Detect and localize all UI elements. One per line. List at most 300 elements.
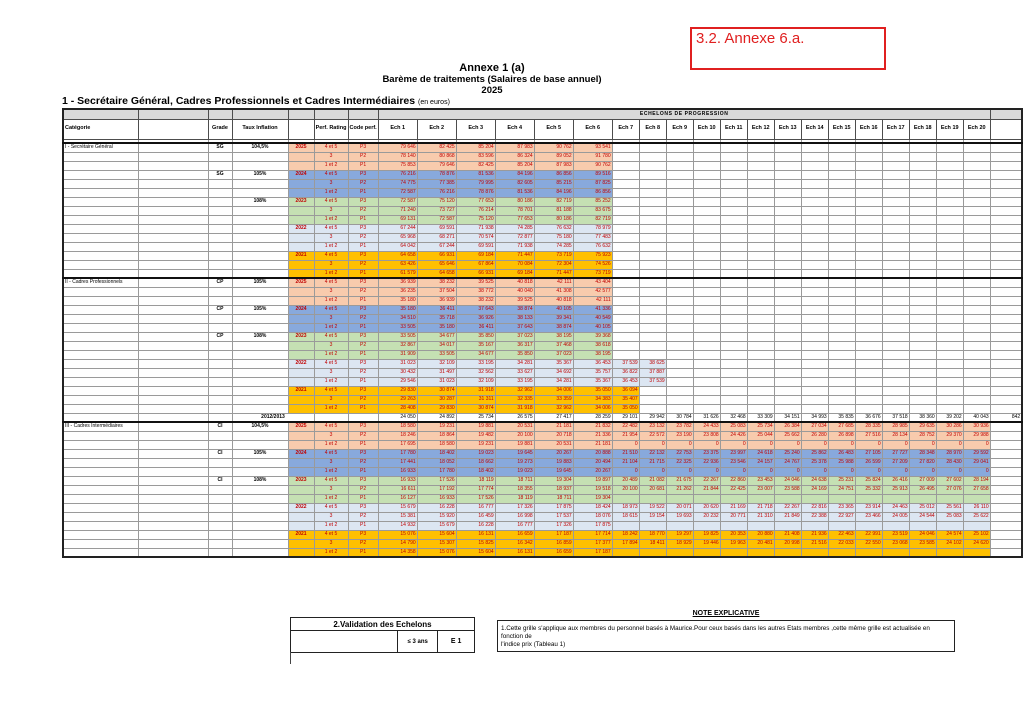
taux-cell: 105% xyxy=(232,449,288,458)
salary-value-cell: 0 xyxy=(693,467,720,476)
salary-value-cell: 18 929 xyxy=(666,539,693,548)
salary-value-cell: 0 xyxy=(639,440,666,449)
salary-value-cell xyxy=(936,188,963,197)
grid-cell xyxy=(208,109,232,119)
salary-value-cell xyxy=(747,188,774,197)
salary-value-cell: 40 818 xyxy=(495,278,534,287)
salary-value-cell: 66 931 xyxy=(417,251,456,260)
salary-value-cell xyxy=(828,350,855,359)
salary-value-cell: 79 995 xyxy=(456,179,495,188)
salary-value-cell: 82 605 xyxy=(495,179,534,188)
perf-rating-cell: 4 et 5 xyxy=(314,449,348,458)
salary-value-cell xyxy=(828,287,855,296)
grade-cell: SG xyxy=(208,143,232,152)
salary-value-cell xyxy=(774,170,801,179)
salary-value-cell: 0 xyxy=(882,467,909,476)
salary-value-cell: 20 494 xyxy=(573,458,612,467)
validation-title: 2.Validation des Echelons xyxy=(291,618,475,631)
salary-value-cell: 0 xyxy=(612,440,639,449)
salary-value-cell: 81 536 xyxy=(495,188,534,197)
salary-value-cell xyxy=(774,296,801,305)
salary-value-cell: 30 432 xyxy=(378,368,417,377)
salary-value-cell: 14 790 xyxy=(378,539,417,548)
salary-value-cell: 0 xyxy=(828,440,855,449)
salary-value-cell xyxy=(828,215,855,224)
salary-value-cell: 18 711 xyxy=(495,476,534,485)
salary-value-cell: 27 009 xyxy=(909,476,936,485)
code-perf-cell: P1 xyxy=(348,296,378,305)
salary-value-cell xyxy=(774,251,801,260)
perf-rating-cell: 1 et 2 xyxy=(314,377,348,386)
salary-value-cell xyxy=(720,170,747,179)
salary-value-cell xyxy=(855,188,882,197)
row-category xyxy=(63,188,138,197)
salary-value-cell xyxy=(882,278,909,287)
salary-value-cell: 19 883 xyxy=(534,458,573,467)
salary-value-cell xyxy=(882,521,909,530)
row-category xyxy=(63,503,138,512)
salary-value-cell xyxy=(909,278,936,287)
grade-cell: CI xyxy=(208,422,232,431)
year-cell: 2023 xyxy=(288,332,314,341)
validation-data-row xyxy=(291,631,475,653)
code-perf-cell: P3 xyxy=(348,530,378,539)
salary-value-cell xyxy=(909,188,936,197)
salary-value-cell xyxy=(882,152,909,161)
salary-value-cell xyxy=(909,197,936,206)
salary-value-cell: 0 xyxy=(909,467,936,476)
grid-cell xyxy=(138,341,208,350)
code-perf-cell: P2 xyxy=(348,287,378,296)
salary-value-cell: 20 267 xyxy=(534,449,573,458)
salary-value-cell xyxy=(936,521,963,530)
salary-value-cell xyxy=(801,242,828,251)
salary-value-cell: 40 818 xyxy=(534,296,573,305)
year-cell xyxy=(288,494,314,503)
salary-value-cell: 37 468 xyxy=(534,341,573,350)
grade-cell xyxy=(208,269,232,278)
grid-cell xyxy=(138,494,208,503)
grid-cell xyxy=(138,386,208,395)
salary-value-cell xyxy=(639,143,666,152)
salary-value-cell: 34 383 xyxy=(573,395,612,404)
salary-value-cell xyxy=(693,215,720,224)
perf-rating-cell: 1 et 2 xyxy=(314,323,348,332)
code-perf-cell: P2 xyxy=(348,485,378,494)
salary-value-cell: 67 244 xyxy=(378,224,417,233)
salary-value-cell xyxy=(855,161,882,170)
grade-cell xyxy=(208,179,232,188)
salary-value-cell: 82 425 xyxy=(456,161,495,170)
salary-value-cell: 22 425 xyxy=(720,485,747,494)
salary-value-cell: 38 874 xyxy=(495,305,534,314)
doc-year: 2025 xyxy=(481,85,503,96)
salary-value-cell xyxy=(936,404,963,413)
taux-cell: 105% xyxy=(232,305,288,314)
salary-value-cell: 22 753 xyxy=(666,449,693,458)
salary-value-cell xyxy=(990,332,1022,341)
salary-value-cell xyxy=(774,179,801,188)
salary-value-cell xyxy=(720,386,747,395)
perf-rating-cell: 1 et 2 xyxy=(314,521,348,530)
salary-value-cell: 25 662 xyxy=(774,431,801,440)
table-row xyxy=(63,494,1022,503)
salary-value-cell: 18 119 xyxy=(495,494,534,503)
salary-value-cell xyxy=(666,305,693,314)
salary-value-cell xyxy=(747,305,774,314)
salary-value-cell xyxy=(828,548,855,557)
salary-value-cell xyxy=(990,323,1022,332)
salary-value-cell xyxy=(747,224,774,233)
salary-value-cell xyxy=(963,287,990,296)
validation-echelon: E 1 xyxy=(438,631,475,653)
grade-cell: CP xyxy=(208,278,232,287)
salary-value-cell: 22 267 xyxy=(693,476,720,485)
taux-cell xyxy=(232,179,288,188)
row-category xyxy=(63,197,138,206)
salary-value-cell: 25 734 xyxy=(747,422,774,431)
salary-value-cell xyxy=(801,215,828,224)
salary-value-cell xyxy=(774,152,801,161)
year-cell: 2023 xyxy=(288,476,314,485)
salary-value-cell: 73 727 xyxy=(417,206,456,215)
salary-value-cell xyxy=(936,377,963,386)
salary-value-cell xyxy=(909,386,936,395)
code-perf-cell: P2 xyxy=(348,368,378,377)
salary-value-cell xyxy=(855,269,882,278)
salary-value-cell: 28 970 xyxy=(936,449,963,458)
salary-value-cell: 39 341 xyxy=(534,314,573,323)
salary-value-cell: 19 304 xyxy=(534,476,573,485)
salary-value-cell: 16 659 xyxy=(495,530,534,539)
salary-value-cell xyxy=(666,197,693,206)
salary-value-cell: 24 618 xyxy=(747,449,774,458)
taux-cell xyxy=(232,350,288,359)
salary-value-cell xyxy=(747,206,774,215)
salary-value-cell xyxy=(909,377,936,386)
salary-value-cell: 32 562 xyxy=(456,368,495,377)
grade-cell xyxy=(208,395,232,404)
salary-value-cell xyxy=(828,197,855,206)
salary-value-cell xyxy=(666,188,693,197)
salary-value-cell: 34 006 xyxy=(573,404,612,413)
salary-value-cell xyxy=(801,296,828,305)
salary-value-cell: 87 983 xyxy=(534,161,573,170)
salary-value-cell xyxy=(639,269,666,278)
year-cell xyxy=(288,269,314,278)
salary-value-cell: 25 824 xyxy=(855,476,882,485)
salary-value-cell: 17 780 xyxy=(417,467,456,476)
salary-value-cell: 26 898 xyxy=(828,431,855,440)
grade-cell: CP xyxy=(208,305,232,314)
salary-value-cell: 63 426 xyxy=(378,260,417,269)
salary-value-cell: 25 734 xyxy=(456,413,495,422)
salary-value-cell xyxy=(828,323,855,332)
table-row xyxy=(63,215,1022,224)
salary-value-cell xyxy=(882,215,909,224)
salary-value-cell xyxy=(612,224,639,233)
salary-value-cell: 28 348 xyxy=(909,449,936,458)
salary-value-cell xyxy=(801,395,828,404)
salary-value-cell xyxy=(612,197,639,206)
salary-value-cell xyxy=(909,242,936,251)
taux-cell xyxy=(232,341,288,350)
row-category xyxy=(63,350,138,359)
salary-value-cell xyxy=(666,224,693,233)
row-category xyxy=(63,548,138,557)
salary-value-cell: 27 209 xyxy=(882,458,909,467)
salary-value-cell xyxy=(855,494,882,503)
salary-value-cell xyxy=(990,386,1022,395)
salary-value-cell: 25 862 xyxy=(801,449,828,458)
salary-value-cell xyxy=(990,548,1022,557)
salary-value-cell xyxy=(963,215,990,224)
salary-value-cell xyxy=(747,377,774,386)
salary-value-cell xyxy=(774,161,801,170)
year-cell xyxy=(288,431,314,440)
salary-value-cell: 86 324 xyxy=(495,152,534,161)
salary-value-cell xyxy=(693,377,720,386)
grid-cell xyxy=(138,269,208,278)
salary-value-cell xyxy=(774,215,801,224)
salary-value-cell: 38 360 xyxy=(909,413,936,422)
salary-value-cell xyxy=(666,278,693,287)
salary-value-cell xyxy=(720,305,747,314)
salary-value-cell xyxy=(963,395,990,404)
salary-value-cell: 64 042 xyxy=(378,242,417,251)
salary-value-cell: 75 120 xyxy=(417,197,456,206)
salary-value-cell: 0 xyxy=(963,440,990,449)
salary-value-cell: 20 267 xyxy=(573,467,612,476)
salary-value-cell xyxy=(828,332,855,341)
salary-value-cell xyxy=(990,377,1022,386)
table-row xyxy=(63,512,1022,521)
salary-value-cell: 33 195 xyxy=(456,359,495,368)
table-row xyxy=(63,287,1022,296)
salary-value-cell: 31 497 xyxy=(417,368,456,377)
grid-cell xyxy=(138,503,208,512)
grid-cell xyxy=(138,179,208,188)
grid-cell xyxy=(138,314,208,323)
salary-value-cell: 37 643 xyxy=(456,305,495,314)
table-row xyxy=(63,350,1022,359)
salary-value-cell: 23 190 xyxy=(666,431,693,440)
code-perf-cell: P2 xyxy=(348,539,378,548)
salary-value-cell xyxy=(801,170,828,179)
grid-cell xyxy=(138,530,208,539)
table-row xyxy=(63,224,1022,233)
code-perf-cell: P3 xyxy=(348,386,378,395)
salary-value-cell: 18 355 xyxy=(495,485,534,494)
salary-value-cell xyxy=(666,152,693,161)
code-perf-cell: P3 xyxy=(348,359,378,368)
salary-value-cell: 78 140 xyxy=(378,152,417,161)
salary-value-cell xyxy=(909,206,936,215)
column-header: Ech 17 xyxy=(882,119,909,139)
salary-value-cell xyxy=(747,395,774,404)
code-perf-cell: P2 xyxy=(348,512,378,521)
salary-value-cell: 28 985 xyxy=(882,422,909,431)
salary-value-cell xyxy=(720,152,747,161)
salary-value-cell: 17 894 xyxy=(612,539,639,548)
taux-cell xyxy=(232,206,288,215)
salary-value-cell: 17 326 xyxy=(534,521,573,530)
salary-value-cell: 25 913 xyxy=(882,485,909,494)
salary-value-cell: 29 830 xyxy=(417,404,456,413)
salary-value-cell xyxy=(882,161,909,170)
salary-value-cell: 21 262 xyxy=(666,485,693,494)
salary-value-cell: 80 186 xyxy=(495,197,534,206)
grade-cell xyxy=(208,161,232,170)
salary-value-cell: 80 868 xyxy=(417,152,456,161)
grid-cell xyxy=(138,521,208,530)
row-category xyxy=(63,260,138,269)
salary-value-cell xyxy=(909,368,936,377)
salary-value-cell: 36 676 xyxy=(855,413,882,422)
salary-value-cell xyxy=(720,341,747,350)
salary-value-cell: 75 853 xyxy=(378,161,417,170)
salary-value-cell xyxy=(855,278,882,287)
salary-value-cell: 35 180 xyxy=(378,296,417,305)
salary-value-cell xyxy=(990,170,1022,179)
grade-cell xyxy=(208,242,232,251)
table-row xyxy=(63,548,1022,557)
salary-value-cell xyxy=(990,458,1022,467)
perf-rating-cell: 3 xyxy=(314,341,348,350)
salary-value-cell xyxy=(828,359,855,368)
salary-value-cell: 24 046 xyxy=(909,530,936,539)
salary-value-cell: 78 701 xyxy=(495,206,534,215)
salary-value-cell xyxy=(909,251,936,260)
salary-value-cell xyxy=(963,269,990,278)
salary-value-cell xyxy=(720,206,747,215)
salary-value-cell xyxy=(720,287,747,296)
year-cell xyxy=(288,233,314,242)
salary-value-cell: 25 083 xyxy=(936,512,963,521)
salary-value-cell xyxy=(936,170,963,179)
grid-cell xyxy=(138,109,208,119)
perf-rating-cell: 4 et 5 xyxy=(314,197,348,206)
salary-value-cell: 24 892 xyxy=(417,413,456,422)
salary-value-cell: 25 044 xyxy=(747,431,774,440)
salary-value-cell: 76 214 xyxy=(456,206,495,215)
salary-value-cell: 37 518 xyxy=(882,413,909,422)
salary-value-cell: 29 370 xyxy=(936,431,963,440)
table-row xyxy=(63,368,1022,377)
salary-value-cell xyxy=(693,386,720,395)
salary-value-cell xyxy=(639,386,666,395)
taux-cell xyxy=(232,467,288,476)
salary-value-cell: 40 105 xyxy=(534,305,573,314)
perf-rating-cell: 3 xyxy=(314,458,348,467)
salary-value-cell xyxy=(720,251,747,260)
salary-value-cell: 21 718 xyxy=(747,503,774,512)
grid-cell xyxy=(990,109,1022,119)
salary-value-cell xyxy=(828,521,855,530)
salary-value-cell xyxy=(882,332,909,341)
salary-value-cell xyxy=(666,287,693,296)
perf-rating-cell: 4 et 5 xyxy=(314,476,348,485)
salary-value-cell: 17 875 xyxy=(573,521,612,530)
taux-cell: 105% xyxy=(232,170,288,179)
salary-value-cell xyxy=(936,179,963,188)
salary-value-cell: 33 195 xyxy=(495,377,534,386)
salary-value-cell: 0 xyxy=(612,467,639,476)
salary-value-cell xyxy=(774,548,801,557)
salary-value-cell xyxy=(747,152,774,161)
row-category xyxy=(63,287,138,296)
grade-cell xyxy=(208,287,232,296)
salary-value-cell: 42 577 xyxy=(573,287,612,296)
year-cell: 2024 xyxy=(288,170,314,179)
salary-value-cell: 21 675 xyxy=(666,476,693,485)
column-header: Taux Inflation xyxy=(232,119,288,139)
salary-value-cell xyxy=(990,404,1022,413)
salary-value-cell xyxy=(612,332,639,341)
row-category xyxy=(63,233,138,242)
salary-value-cell xyxy=(801,233,828,242)
salary-value-cell: 15 381 xyxy=(378,512,417,521)
grade-cell xyxy=(208,485,232,494)
salary-value-cell: 0 xyxy=(963,467,990,476)
salary-value-cell: 76 216 xyxy=(417,188,456,197)
year-cell xyxy=(288,368,314,377)
taux-cell xyxy=(232,359,288,368)
salary-value-cell xyxy=(693,521,720,530)
perf-rating-cell: 4 et 5 xyxy=(314,530,348,539)
code-perf-cell: P1 xyxy=(348,404,378,413)
salary-value-cell: 17 537 xyxy=(534,512,573,521)
salary-value-cell: 74 285 xyxy=(534,242,573,251)
salary-value-cell xyxy=(693,314,720,323)
row-category xyxy=(63,377,138,386)
salary-value-cell xyxy=(936,152,963,161)
salary-value-cell: 35 835 xyxy=(828,413,855,422)
salary-value-cell xyxy=(612,305,639,314)
salary-value-cell: 25 102 xyxy=(963,530,990,539)
salary-value-cell: 34 692 xyxy=(534,368,573,377)
salary-value-cell xyxy=(936,206,963,215)
year-cell: 2025 xyxy=(288,278,314,287)
salary-value-cell: 21 082 xyxy=(639,476,666,485)
salary-value-cell xyxy=(666,386,693,395)
validation-title-row xyxy=(291,618,475,631)
salary-value-cell xyxy=(828,386,855,395)
grade-cell: CP xyxy=(208,332,232,341)
grid-cell xyxy=(138,512,208,521)
salary-value-cell: 34 677 xyxy=(417,332,456,341)
row-category xyxy=(63,512,138,521)
salary-value-cell xyxy=(990,530,1022,539)
salary-value-cell xyxy=(855,152,882,161)
salary-value-cell xyxy=(639,170,666,179)
salary-value-cell: 39 525 xyxy=(456,278,495,287)
perf-rating-cell: 1 et 2 xyxy=(314,242,348,251)
year-cell xyxy=(288,521,314,530)
salary-value-cell xyxy=(909,332,936,341)
code-perf-cell: P3 xyxy=(348,197,378,206)
code-perf-cell: P1 xyxy=(348,548,378,557)
table-row xyxy=(63,413,1022,422)
grade-cell xyxy=(208,458,232,467)
salary-value-cell: 27 685 xyxy=(828,422,855,431)
salary-value-cell: 24 169 xyxy=(801,485,828,494)
grid-cell xyxy=(138,242,208,251)
salary-value-cell: 85 252 xyxy=(573,197,612,206)
salary-value-cell: 16 859 xyxy=(534,539,573,548)
salary-value-cell: 17 875 xyxy=(534,503,573,512)
salary-value-cell xyxy=(909,161,936,170)
